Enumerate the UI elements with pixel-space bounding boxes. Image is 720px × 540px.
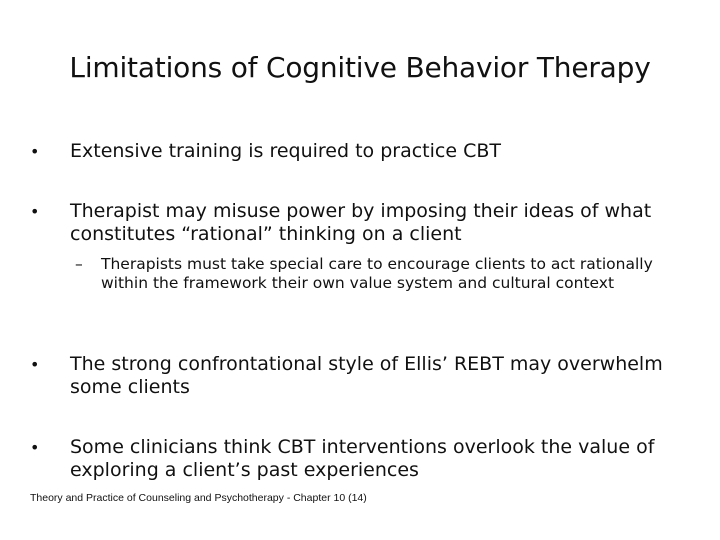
bullet-item xyxy=(30,200,670,246)
bullet-dot-icon: • xyxy=(30,355,40,374)
sub-bullet-text: Therapists must take special care to encourage clients to act rationally within the framework their own value system and cultural context xyxy=(101,255,653,292)
slide-footer: Theory and Practice of Counseling and Psychotherapy - Chapter 10 (14) xyxy=(30,492,367,504)
bullet-text: Therapist may misuse power by imposing their ideas of what constitutes “rational” thinking on a client xyxy=(70,200,652,245)
bullet-item xyxy=(30,353,670,399)
bullet-text: The strong confrontational style of Ellis’ REBT may overwhelm some clients xyxy=(70,353,663,398)
bullet-text: Some clinicians think CBT interventions overlook the value of exploring a client’s past experiences xyxy=(70,436,655,481)
sub-bullet-dash-icon: – xyxy=(75,255,83,273)
bullet-dot-icon: • xyxy=(30,142,40,161)
sub-bullet-item xyxy=(75,255,675,293)
bullet-dot-icon: • xyxy=(30,202,40,221)
bullet-text: Extensive training is required to practice CBT xyxy=(70,140,501,162)
bullet-dot-icon: • xyxy=(30,438,40,457)
slide-title: Limitations of Cognitive Behavior Therapy xyxy=(69,51,651,84)
bullet-item xyxy=(30,436,670,482)
bullet-item xyxy=(30,140,670,163)
